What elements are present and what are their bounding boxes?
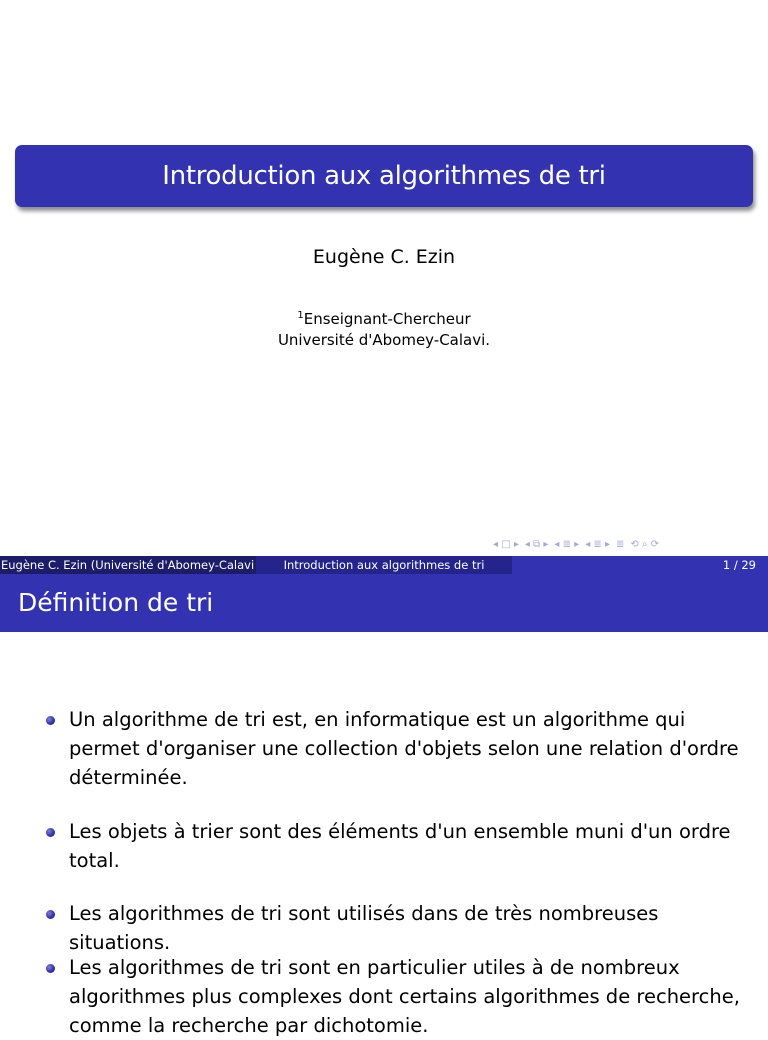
subsection-nav-icon[interactable]: ◂ ⧉ ▸	[524, 538, 549, 550]
author-name: Eugène C. Ezin	[312, 246, 456, 268]
frame-nav-icon[interactable]: ◂ □ ▸	[493, 538, 519, 550]
bullet-icon	[46, 910, 55, 919]
bullet-icon	[46, 716, 55, 725]
subsection-list-icon[interactable]: ◂ ≣ ▸	[585, 538, 610, 550]
affiliation-mark: 1	[297, 310, 304, 321]
page-number: 1 / 29	[722, 558, 756, 572]
bullet-text: Les objets à trier sont des éléments d'un ensemble muni d'un ordre total.	[69, 820, 731, 872]
footer-author: Eugène C. Ezin (Université d'Abomey-Calavi	[1, 558, 255, 572]
affiliation	[0, 305, 768, 351]
affiliation-role: Enseignant-Chercheur	[303, 310, 471, 328]
frame-title: Définition de tri	[0, 574, 768, 632]
search-icon[interactable]: ⟲ ⌕ ⟳	[630, 538, 660, 550]
presentation-title: Introduction aux algorithmes de tri	[162, 161, 606, 191]
bullet-text: Les algorithmes de tri sont utilisés dans de très nombreuses situations.	[69, 902, 659, 954]
affiliation-university: Université d'Abomey-Calavi.	[277, 331, 491, 349]
footer-title: Introduction aux algorithmes de tri	[256, 556, 512, 574]
beamer-navigation-bar	[493, 537, 763, 551]
toc-icon[interactable]: ≣	[615, 538, 625, 550]
footer-page-box	[512, 556, 768, 574]
presentation-title-box	[15, 145, 753, 207]
bullet-text: Un algorithme de tri est, en informatique est un algorithme qui permet d'organiser une collection d'objets selon une relation d'ordre déterminée.	[69, 708, 739, 789]
bullet-icon	[46, 828, 55, 837]
slide-footer	[0, 556, 768, 574]
bullet-text: Les algorithmes de tri sont en particulier utiles à de nombreux algorithmes plus complexes dont certains algorithmes de recherche, comme la recherche par dichotomie.	[69, 956, 740, 1037]
bullet-icon	[46, 964, 55, 973]
section-nav-icon[interactable]: ◂ ≣ ▸	[554, 538, 580, 550]
